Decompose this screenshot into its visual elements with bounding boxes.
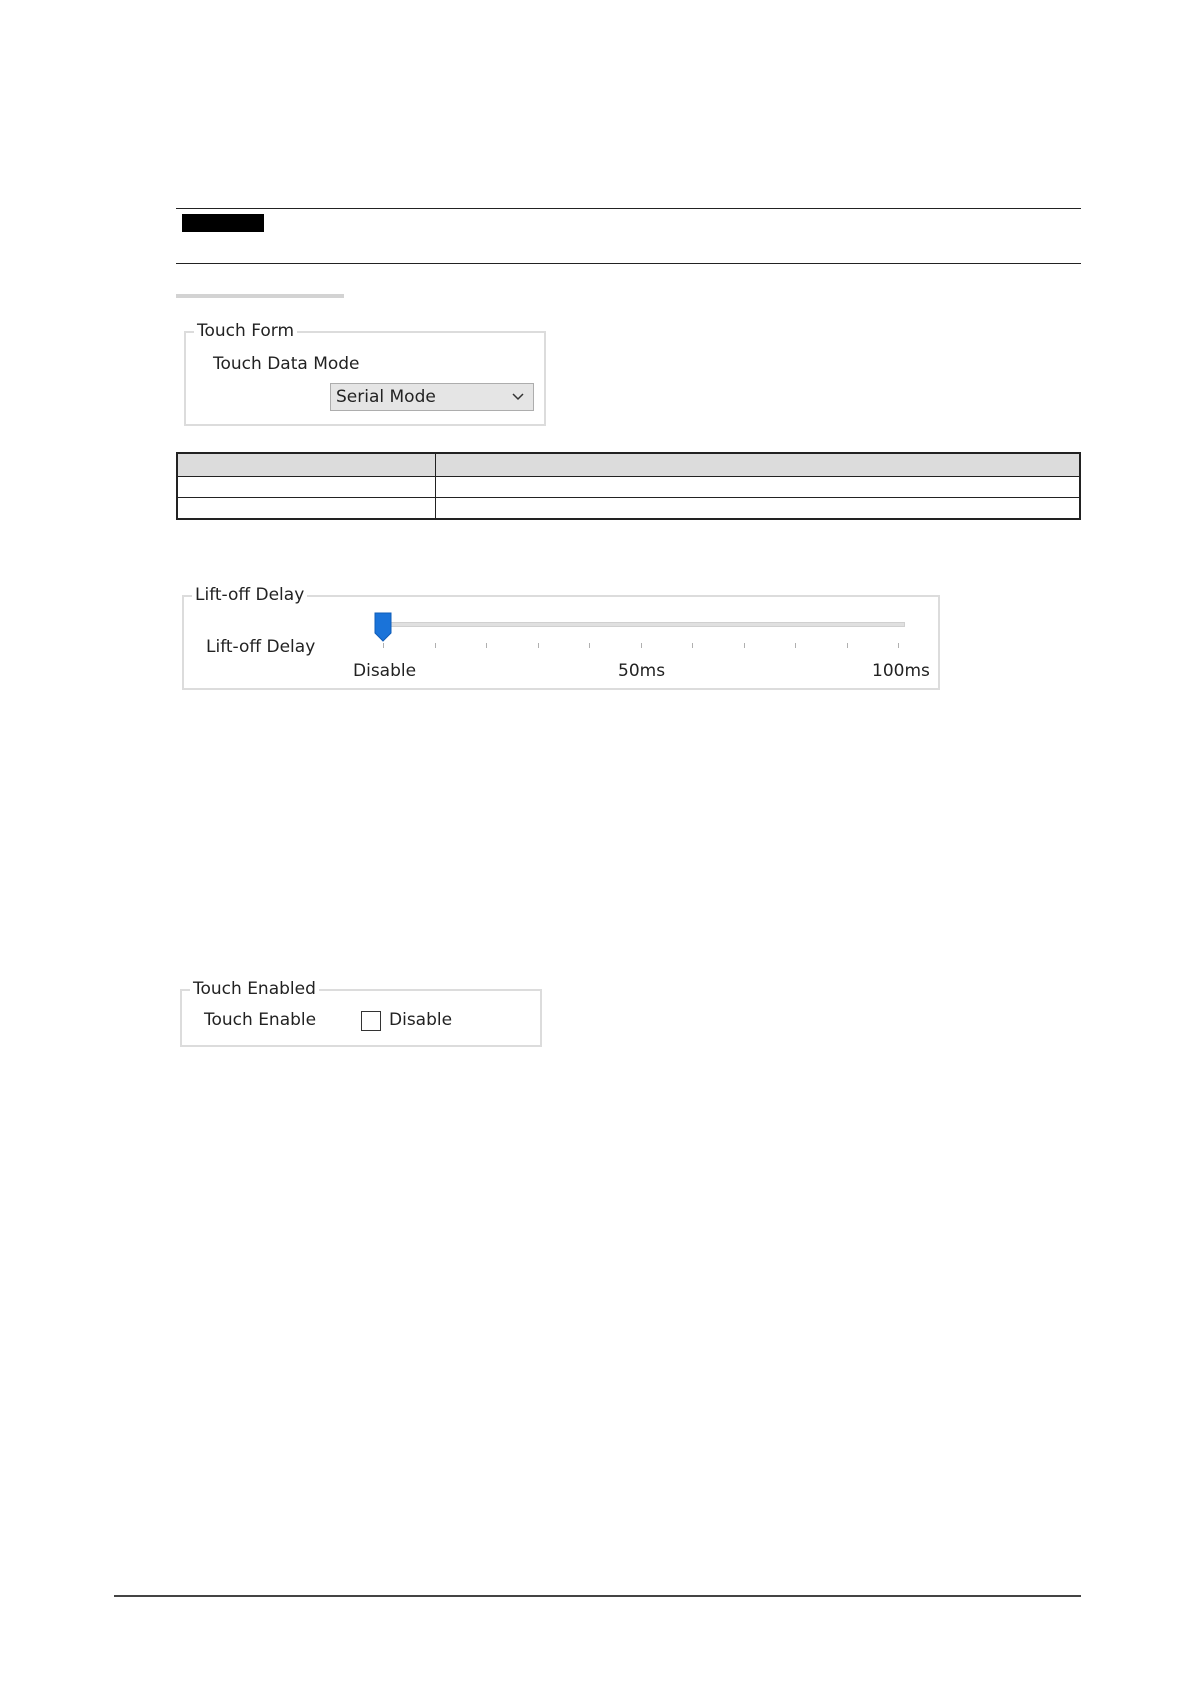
slider-max-label: 100ms xyxy=(872,661,930,681)
table-column-divider xyxy=(435,454,436,518)
touch-form-group xyxy=(184,321,546,426)
table-header-row xyxy=(178,454,1079,477)
lift-off-delay-slider-thumb[interactable] xyxy=(374,612,392,642)
slider-tick xyxy=(538,643,539,648)
touch-data-mode-label: Touch Data Mode xyxy=(213,354,360,374)
touch-enable-checkbox[interactable] xyxy=(361,1011,381,1031)
note-label-block xyxy=(182,214,264,232)
lift-off-delay-title: Lift-off Delay xyxy=(192,584,307,606)
slider-tick xyxy=(795,643,796,648)
slider-tick xyxy=(641,643,642,648)
touch-data-mode-value: Serial Mode xyxy=(336,387,436,407)
slider-tick xyxy=(692,643,693,648)
touch-form-title: Touch Form xyxy=(194,320,297,342)
table-row xyxy=(178,477,1079,498)
note-top-rule xyxy=(176,208,1081,209)
touch-enabled-title: Touch Enabled xyxy=(190,978,319,1000)
table-row xyxy=(178,498,1079,520)
slider-tick xyxy=(847,643,848,648)
section-heading-bar xyxy=(176,294,344,298)
slider-tick xyxy=(589,643,590,648)
touch-enable-checkbox-label[interactable]: Disable xyxy=(389,1010,453,1030)
slider-min-label: Disable xyxy=(353,661,417,681)
settings-table xyxy=(176,452,1081,520)
lift-off-delay-label: Lift-off Delay xyxy=(206,637,316,657)
slider-tick xyxy=(486,643,487,648)
chevron-down-icon xyxy=(511,390,525,404)
slider-tick xyxy=(898,643,899,648)
touch-enable-label: Touch Enable xyxy=(204,1010,317,1030)
slider-tick xyxy=(383,643,384,648)
footer-rule xyxy=(114,1595,1081,1597)
slider-tick xyxy=(744,643,745,648)
lift-off-delay-slider-track[interactable] xyxy=(383,622,905,627)
note-bottom-rule xyxy=(176,263,1081,264)
slider-mid-label: 50ms xyxy=(618,661,666,681)
slider-tick xyxy=(435,643,436,648)
touch-data-mode-dropdown[interactable] xyxy=(330,383,534,411)
